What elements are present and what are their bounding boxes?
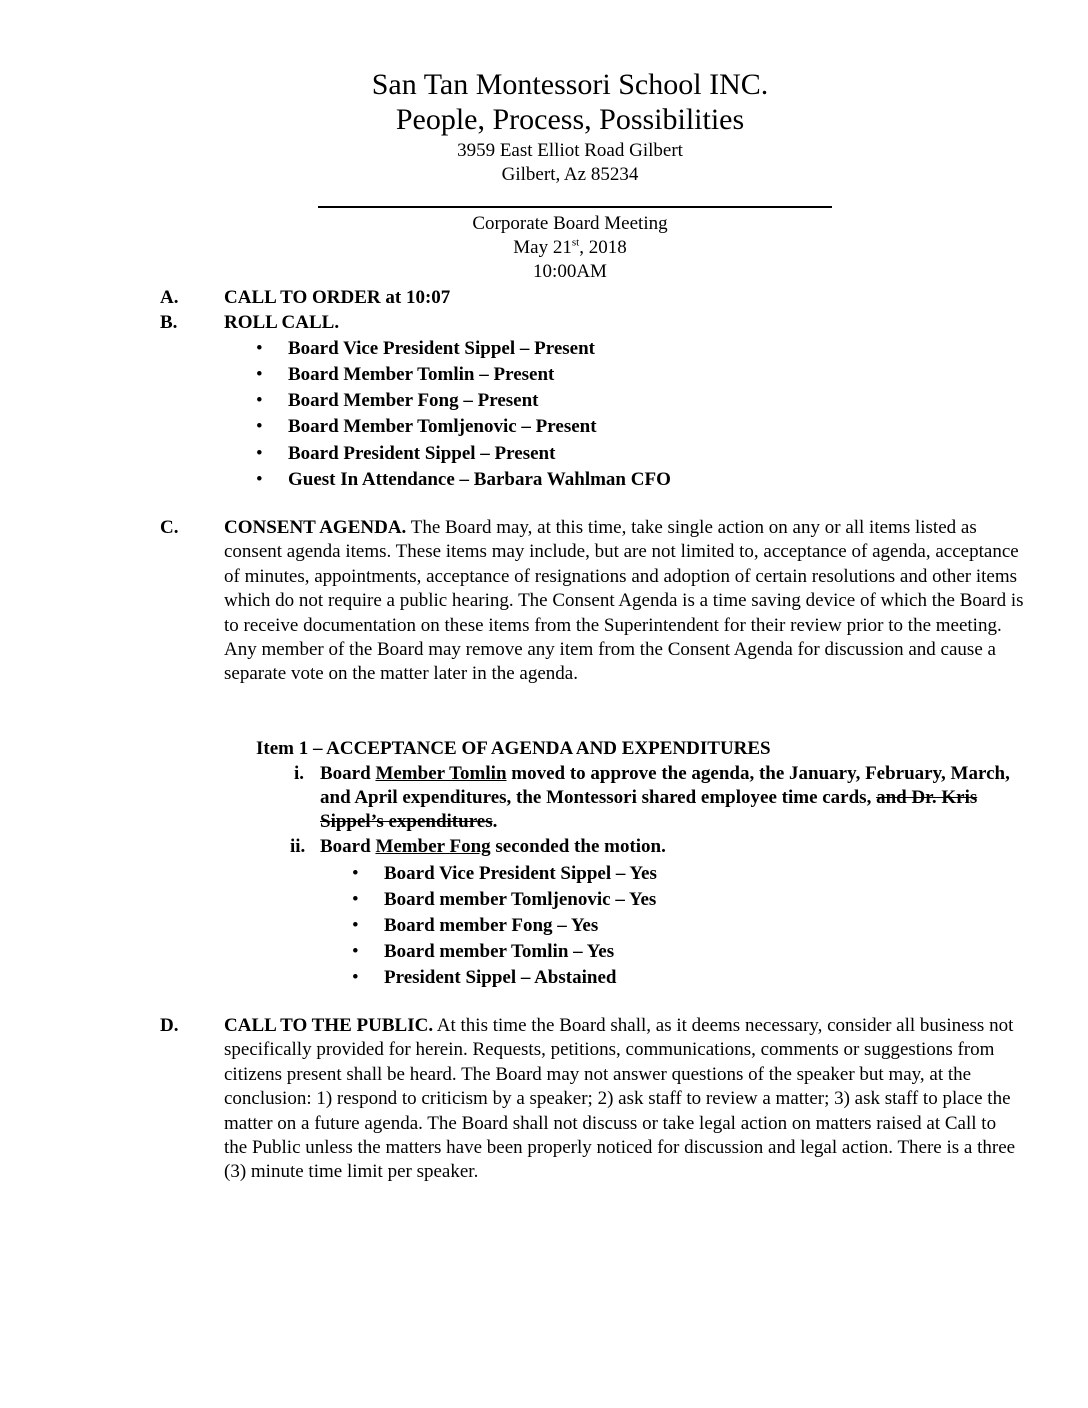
bullet: • <box>352 889 359 910</box>
header-divider <box>318 206 832 208</box>
section-c-heading: CONSENT AGENDA. <box>224 517 407 538</box>
section-d-letter: D. <box>160 1015 179 1036</box>
section-c-body: The Board may, at this time, take single action on any or all items listed as consent agenda items. These items may include, but are not limited to, acceptance of agenda, acceptance of minutes, appointments, acceptance of resignations and adoption of certain resolutions and other items which do not require a public hearing. The Consent Agenda is a time saving device of which the Board is to receive documentation on these items from the Superintendent for their review prior to the meeting. Any member of the Board may remove any item from the Consent Agenda for discussion and cause a separate vote on the matter later in the agenda. <box>224 517 1024 685</box>
motion-ii-text <box>320 835 666 859</box>
vote-item: Board member Tomlin – Yes <box>384 941 615 962</box>
meeting-date-prefix: May 21 <box>513 237 572 258</box>
address-line-1: 3959 East Elliot Road Gilbert <box>457 140 683 161</box>
meeting-date-ordinal: st <box>571 236 580 249</box>
motion-ii-number: ii. <box>290 836 306 857</box>
bullet: • <box>352 863 359 884</box>
section-a-letter: A. <box>160 287 179 308</box>
section-d-body: At this time the Board shall, as it deems necessary, consider all business not specifically provided for herein. Requests, petitions, communications, comments or suggestions from citizens present shall be heard. The Board may not answer questions of the speaker but may, at the conclusion: 1) respond to criticism by a speaker; 2) ask staff to review a matter; 3) ask staff to place the matter on a future agenda. The Board shall not discuss or take legal action on matters raised at Call to the Public unless the matters have been properly noticed for discussion and legal action. There is a three (3) minute time limit per speaker. <box>224 1015 1016 1183</box>
vote-item: President Sippel – Abstained <box>384 967 617 988</box>
address-line-2: Gilbert, Az 85234 <box>501 164 639 185</box>
meeting-title: Corporate Board Meeting <box>472 213 668 234</box>
school-name: San Tan Montessori School INC. <box>371 68 769 101</box>
vote-item: Board Vice President Sippel – Yes <box>384 863 657 884</box>
section-a-heading: CALL TO ORDER at 10:07 <box>224 287 451 308</box>
motion-i-part-a: Board <box>320 763 376 784</box>
section-b-letter: B. <box>160 312 178 333</box>
motion-ii-seconder: Member Fong <box>375 836 491 857</box>
bullet: • <box>256 338 263 359</box>
bullet: • <box>352 915 359 936</box>
section-b-heading: ROLL CALL. <box>224 312 340 333</box>
roll-call-item: Board President Sippel – Present <box>288 443 556 464</box>
meeting-date-suffix: , 2018 <box>579 237 627 258</box>
motion-i-struck: and Dr. Kris Sippel’s expenditures <box>320 787 978 832</box>
bullet: • <box>352 967 359 988</box>
vote-item: Board member Fong – Yes <box>384 915 599 936</box>
roll-call-item: Board Member Tomljenovic – Present <box>288 416 597 437</box>
motion-i-text <box>320 762 1020 834</box>
motion-i-mover: Member Tomlin <box>375 763 507 784</box>
roll-call-item: Board Member Tomlin – Present <box>288 364 555 385</box>
section-d-paragraph <box>224 1014 1024 1185</box>
roll-call-item: Guest In Attendance – Barbara Wahlman CFO <box>288 469 671 490</box>
item-1-title: Item 1 – ACCEPTANCE OF AGENDA AND EXPENDITURES <box>256 738 771 759</box>
section-d-heading: CALL TO THE PUBLIC. <box>224 1015 434 1036</box>
vote-item: Board member Tomljenovic – Yes <box>384 889 657 910</box>
motion-i-end: . <box>492 811 498 832</box>
meeting-date <box>0 236 1088 260</box>
roll-call-item: Board Member Fong – Present <box>288 390 539 411</box>
section-c-paragraph <box>224 516 1024 687</box>
motion-i-part-b: moved to approve the agenda, the January, February, March, and April expenditures, the Montessori shared employee time cards, <box>320 763 1010 808</box>
bullet: • <box>256 416 263 437</box>
motion-i-number: i. <box>294 763 305 784</box>
bullet: • <box>256 390 263 411</box>
bullet: • <box>256 364 263 385</box>
bullet: • <box>352 941 359 962</box>
motion-ii-part-b: seconded the motion. <box>490 836 666 857</box>
school-motto: People, Process, Possibilities <box>395 103 745 136</box>
section-c-letter: C. <box>160 517 179 538</box>
motion-ii-part-a: Board <box>320 836 376 857</box>
meeting-time: 10:00AM <box>533 261 607 282</box>
bullet: • <box>256 469 263 490</box>
roll-call-item: Board Vice President Sippel – Present <box>288 338 595 359</box>
bullet: • <box>256 443 263 464</box>
